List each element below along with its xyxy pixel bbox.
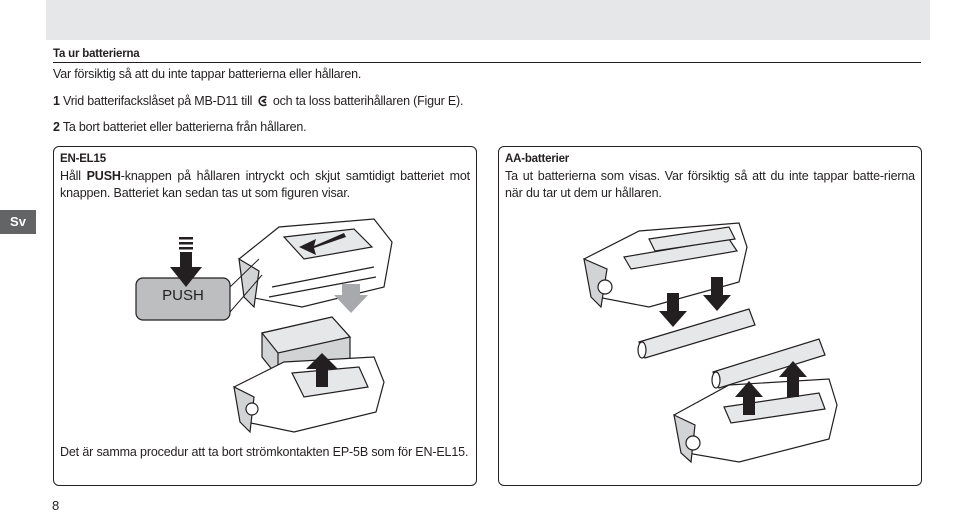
- unlock-symbol-icon: [257, 95, 269, 107]
- step-1: [53, 94, 463, 108]
- step-1-text-after: och ta loss batterihållaren (Figur E).: [272, 94, 464, 108]
- header-band: [46, 0, 930, 40]
- push-label: PUSH: [162, 287, 204, 304]
- en-el15-illustration: [54, 147, 478, 487]
- heading-rule: [53, 62, 921, 63]
- panel-aa-batteries: [498, 146, 922, 486]
- step-1-text-before: Vrid batterifackslåset på MB-D11 till: [63, 94, 253, 108]
- page-number: 8: [52, 498, 60, 513]
- battery-holder-upper: [239, 219, 392, 307]
- intro-text: Var försiktig så att du inte tappar batterierna eller hållaren.: [53, 67, 362, 81]
- panel-text-pre: Håll: [60, 169, 87, 183]
- panel-text-push: PUSH: [86, 169, 121, 183]
- panel-aa-text: Ta ut batterierna som visas. Var försiktig så att du inte tappar batte-rierna när du tar ut dem ur hållaren.: [505, 169, 915, 200]
- language-tab: Sv: [0, 210, 36, 234]
- step-1-number: 1: [53, 94, 60, 108]
- step-2: [53, 120, 306, 134]
- panel-en-el15-footer: Det är samma procedur att ta bort strömkontakten EP-5B som för EN-EL15.: [60, 445, 469, 459]
- step-2-number: 2: [53, 120, 60, 134]
- panel-text-post: -knappen på hållaren intryckt och skjut samtidigt batteriet mot knappen. Batteriet kan sedan tas ut som figuren visar.: [60, 169, 470, 200]
- panel-en-el15: [53, 146, 477, 486]
- panel-en-el15-title: EN-EL15: [60, 153, 106, 165]
- aa-illustration: [499, 147, 923, 487]
- panel-aa-title: AA-batterier: [505, 153, 570, 165]
- step-2-text: Ta bort batteriet eller batterierna från hållaren.: [62, 120, 307, 134]
- section-heading: Ta ur batterierna: [53, 48, 140, 60]
